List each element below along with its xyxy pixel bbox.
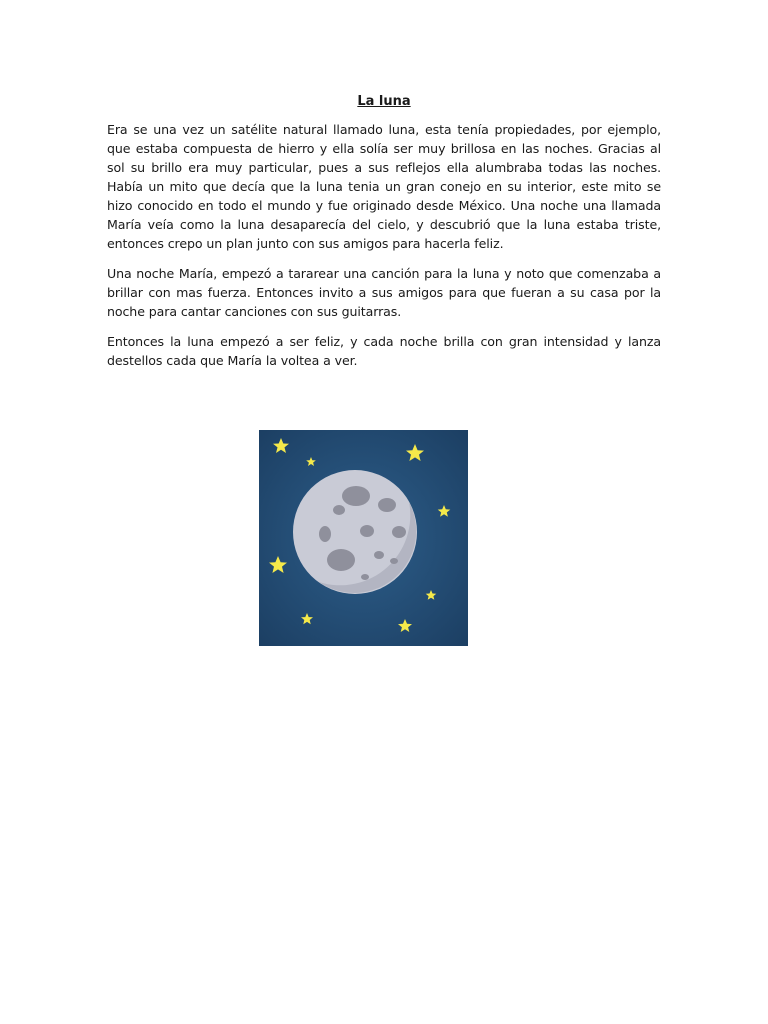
document-title: La luna [357,94,411,109]
document-body [107,120,661,381]
moon-crater [392,526,406,538]
moon-crater [342,486,370,506]
paragraph-1: Era se una vez un satélite natural llamado luna, esta tenía propiedades, por ejemplo, que estaba compuesta de hierro y ella solía ser muy brillosa en las noches. Gracias al sol su brillo era muy particular, pues a sus reflejos ella alumbraba todas las noches. Había un mito que decía que la luna tenia un gran conejo en su interior, este mito se hizo conocido en todo el mundo y fue originado desde México. Una noche una llamada María veía como la luna desaparecía del cielo, y descubrió que la luna estaba triste, entonces crepo un plan junto con sus amigos para hacerla feliz. [107,122,661,251]
paragraph-2: Una noche María, empezó a tararear una canción para la luna y noto que comenzaba a brillar con mas fuerza. Entonces invito a sus amigos para que fueran a su casa por la noche para cantar canciones con sus guitarras. [107,266,661,319]
moon-crater [361,574,369,580]
moon-crater [378,498,396,512]
moon-crater [333,505,345,515]
moon-crater [327,549,355,571]
moon-illustration [259,430,468,646]
moon-crater [360,525,374,537]
moon-crater [319,526,331,542]
moon-illustration-svg [259,430,468,646]
moon-crater [390,558,398,564]
moon-crater [374,551,384,559]
paragraph-3: Entonces la luna empezó a ser feliz, y cada noche brilla con gran intensidad y lanza destellos cada que María la voltea a ver. [107,334,661,368]
